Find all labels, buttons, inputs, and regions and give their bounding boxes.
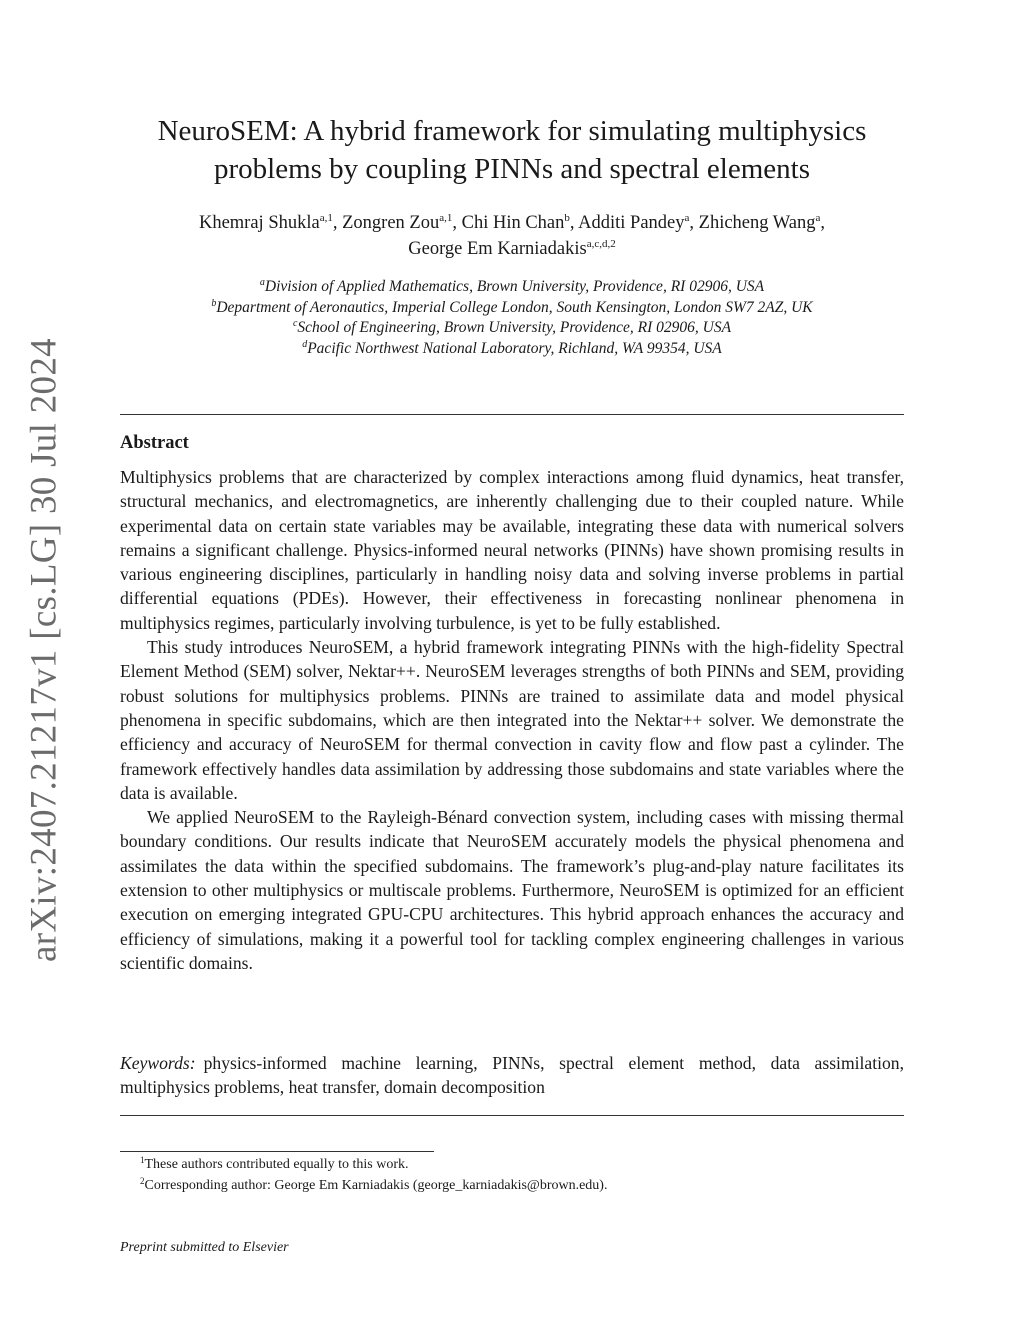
keywords-label: Keywords: [120, 1053, 196, 1073]
abstract-paragraph-2: This study introduces NeuroSEM, a hybrid framework integrating PINNs with the high-fidelity Spectral Element Method (SEM) solver, Nektar++. NeuroSEM leverages strengths of both PINNs and SEM, providing robust solutions for multiphysics problems. PINNs are trained to assimilate data and model physical phenomena in specific subdomains, which are then integrated into the Nektar++ solver. We demonstrate the efficiency and accuracy of NeuroSEM for thermal convection in cavity flow and flow past a cylinder. The framework effectively handles data assimilation by addressing those subdomains and state variables where the data is available. [120, 637, 904, 803]
affiliation-b [120, 298, 904, 319]
affiliation-text: Pacific Northwest National Laboratory, Richland, WA 99354, USA [307, 339, 722, 357]
author-affil-mark: a,1 [319, 212, 333, 224]
affiliation-list [120, 277, 904, 359]
author-name: Zongren Zou [342, 213, 440, 233]
author-affil-mark: a [815, 212, 821, 224]
affiliation-c [120, 318, 904, 339]
preprint-note: Preprint submitted to Elsevier [120, 1240, 289, 1255]
affiliation-a [120, 277, 904, 298]
keywords [120, 1051, 904, 1100]
abstract-paragraph-3: We applied NeuroSEM to the Rayleigh-Bénard convection system, including cases with missing thermal boundary conditions. Our results indicate that NeuroSEM accurately models the physical phenomena and assimilates the data within the specified subdomains. The framework’s plug-and-play nature facilitates its extension to other multiphysics or multiscale problems. Furthermore, NeuroSEM is optimized for an efficient execution on emerging integrated GPU-CPU architectures. This hybrid approach enhances the accuracy and efficiency of simulations, making it a powerful tool for tackling complex engineering challenges in various scientific domains. [120, 807, 904, 973]
paper-title [120, 112, 904, 188]
abstract-heading: Abstract [120, 433, 189, 453]
arxiv-identifier[interactable]: arXiv:2407.21217v1 [cs.LG] 30 Jul 2024 [23, 338, 65, 962]
abstract-body [120, 465, 904, 975]
abstract-top-rule [120, 414, 904, 415]
affiliation-mark: d [302, 338, 308, 350]
affiliation-d [120, 339, 904, 360]
footnotes [120, 1154, 904, 1196]
footnote-rule [120, 1151, 434, 1152]
footnote-text: These authors contributed equally to this work. [144, 1157, 409, 1172]
author-line-2 [120, 236, 904, 262]
author-name: George Em Karniadakis [408, 239, 587, 259]
footnote-1 [120, 1154, 904, 1175]
affiliation-mark: a [259, 277, 265, 288]
author-affil-mark: a,1 [439, 212, 453, 224]
keywords-text: physics-informed machine learning, PINNs, spectral element method, data assimilation, multiphysics problems, heat transfer, domain decomposition [120, 1053, 904, 1098]
affiliation-text: Department of Aeronautics, Imperial College London, South Kensington, London SW7 2AZ, UK [216, 298, 813, 316]
footnote-2 [120, 1175, 904, 1196]
footnote-text: Corresponding author: George Em Karniadakis (george_karniadakis@brown.edu). [144, 1178, 608, 1193]
author-affil-mark: b [564, 212, 570, 224]
abstract-paragraph-1: Multiphysics problems that are characterized by complex interactions among fluid dynamics, heat transfer, structural mechanics, and electromagnetics, are inherently challenging due to their coupled nature. While experimental data on certain state variables may be available, integrating these data with numerical solvers remains a significant challenge. Physics-informed neural networks (PINNs) have shown promising results in various engineering disciplines, particularly in handling noisy data and solving inverse problems in partial differential equations (PDEs). However, their effectiveness in forecasting nonlinear phenomena in multiphysics regimes, particularly involving turbulence, is yet to be fully established. [120, 467, 904, 633]
author-list [120, 210, 904, 262]
title-line-1: NeuroSEM: A hybrid framework for simulating multiphysics [157, 115, 867, 147]
author-affil-mark: a [684, 212, 690, 224]
affiliation-text: School of Engineering, Brown University, Providence, RI 02906, USA [297, 319, 732, 336]
author-affil-mark: a,c,d,2 [586, 238, 616, 250]
abstract-bottom-rule [120, 1115, 904, 1116]
author-name: Additi Pandey [578, 213, 685, 233]
author-line-1: Khemraj Shukla$^{a,1}$, Zongren Zou$^{a,1}$, Chi Hin Chan$^b$, Additi Pandey$^a$, Zhicheng Wang$^a$, [198, 212, 826, 233]
author-name: Chi Hin Chan [461, 213, 565, 233]
footnote-mark: 2 [140, 1176, 145, 1186]
author-name: Zhicheng Wang [698, 213, 816, 233]
footnote-mark: 1 [140, 1155, 145, 1165]
affiliation-text: Division of Applied Mathematics, Brown University, Providence, RI 02906, USA [264, 278, 765, 295]
title-line-2: problems by coupling PINNs and spectral elements [214, 153, 810, 185]
affiliation-mark: b [211, 297, 217, 309]
author-name: Khemraj Shukla [198, 213, 320, 233]
affiliation-mark: c [292, 318, 298, 329]
